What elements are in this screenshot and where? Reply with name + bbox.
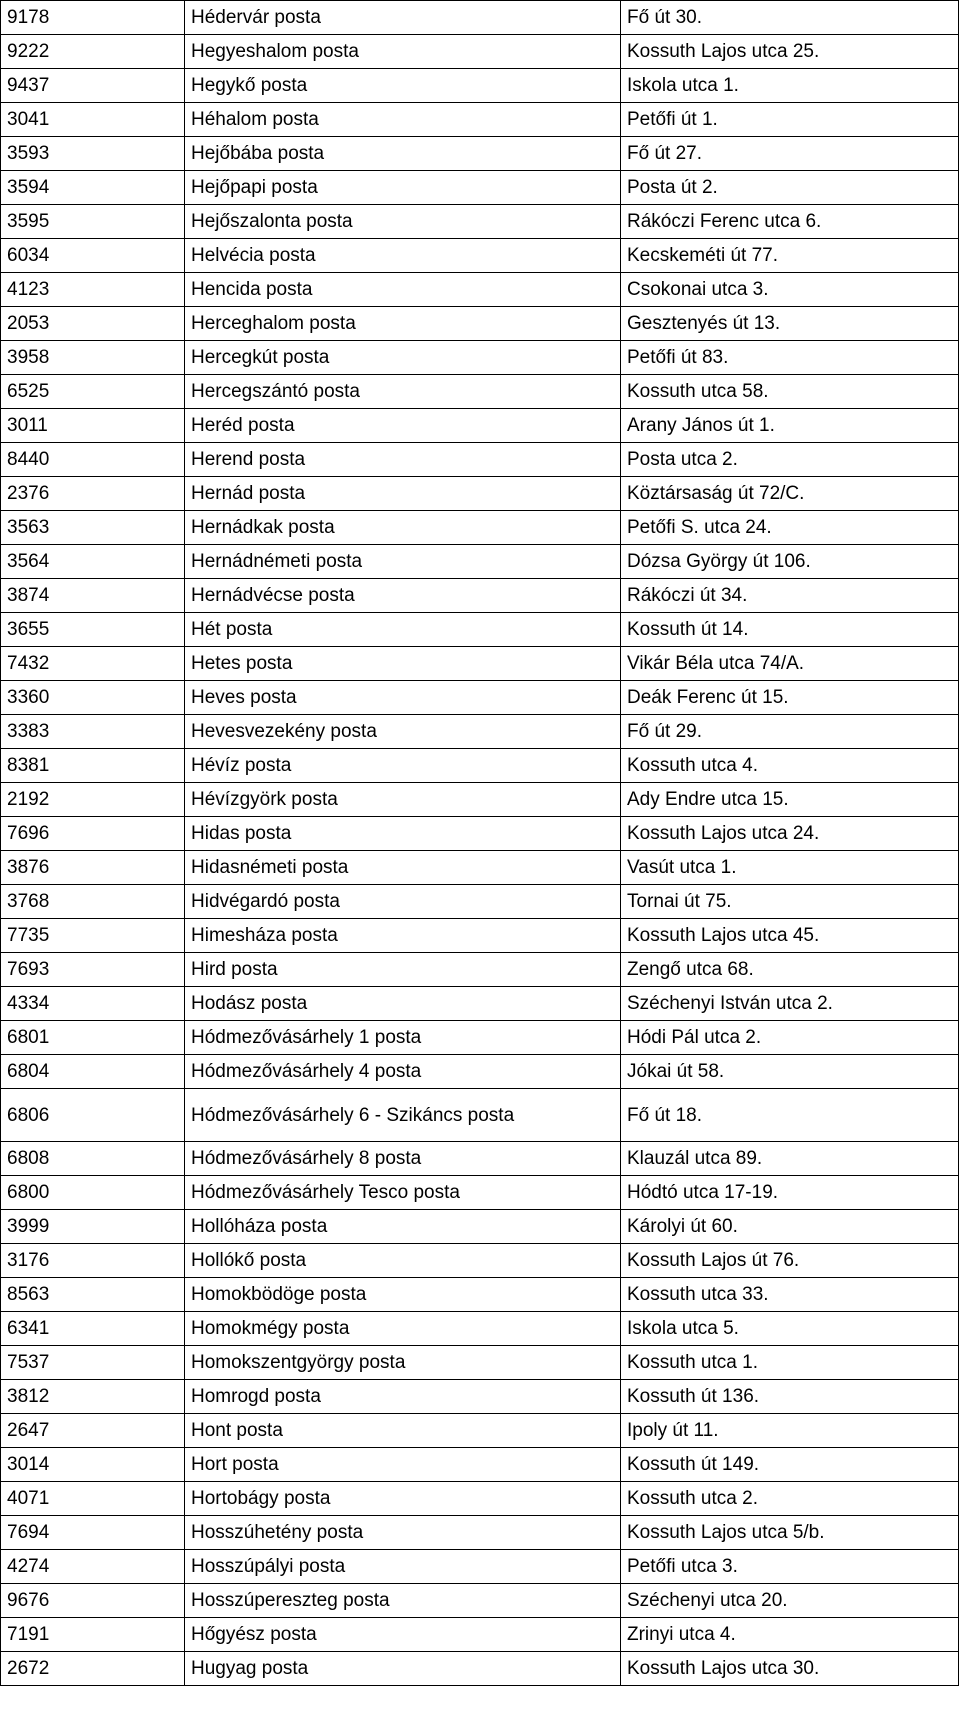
postal-code-cell: 7191 (1, 1618, 185, 1652)
table-row (1, 1652, 959, 1686)
table-row (1, 307, 959, 341)
address-cell: Vikár Béla utca 74/A. (621, 647, 959, 681)
table-row (1, 851, 959, 885)
table-row (1, 1142, 959, 1176)
address-cell: Iskola utca 1. (621, 69, 959, 103)
address-cell: Kossuth Lajos utca 25. (621, 35, 959, 69)
postal-code-cell: 7696 (1, 817, 185, 851)
post-office-name-cell: Hugyag posta (185, 1652, 621, 1686)
post-office-name-cell: Hercegkút posta (185, 341, 621, 375)
postal-code-cell: 6034 (1, 239, 185, 273)
post-office-name-cell: Hódmezővásárhely Tesco posta (185, 1176, 621, 1210)
postal-code-cell: 4123 (1, 273, 185, 307)
address-cell: Posta út 2. (621, 171, 959, 205)
post-office-name-cell: Hegyeshalom posta (185, 35, 621, 69)
postal-code-cell: 3874 (1, 579, 185, 613)
address-cell: Posta utca 2. (621, 443, 959, 477)
table-row (1, 35, 959, 69)
table-row (1, 1346, 959, 1380)
postal-code-cell: 6800 (1, 1176, 185, 1210)
address-cell: Hódtó utca 17-19. (621, 1176, 959, 1210)
table-row (1, 1244, 959, 1278)
postal-code-cell: 6806 (1, 1089, 185, 1142)
table-row (1, 443, 959, 477)
post-office-name-cell: Hortobágy posta (185, 1482, 621, 1516)
table-row (1, 1618, 959, 1652)
address-cell: Petőfi S. utca 24. (621, 511, 959, 545)
address-cell: Fő út 18. (621, 1089, 959, 1142)
post-office-name-cell: Hencida posta (185, 273, 621, 307)
post-office-name-cell: Hódmezővásárhely 6 - Szikáncs posta (185, 1089, 621, 1142)
postal-code-cell: 3383 (1, 715, 185, 749)
post-office-name-cell: Hetes posta (185, 647, 621, 681)
post-office-name-cell: Homokmégy posta (185, 1312, 621, 1346)
postal-code-cell: 4334 (1, 987, 185, 1021)
address-cell: Klauzál utca 89. (621, 1142, 959, 1176)
postal-code-cell: 9437 (1, 69, 185, 103)
post-office-name-cell: Hollóháza posta (185, 1210, 621, 1244)
address-cell: Arany János út 1. (621, 409, 959, 443)
address-cell: Rákóczi Ferenc utca 6. (621, 205, 959, 239)
post-office-name-cell: Hort posta (185, 1448, 621, 1482)
postal-code-cell: 7735 (1, 919, 185, 953)
postal-code-cell: 6808 (1, 1142, 185, 1176)
table-row (1, 103, 959, 137)
address-cell: Kossuth Lajos utca 24. (621, 817, 959, 851)
post-office-name-cell: Himesháza posta (185, 919, 621, 953)
post-office-table-body (1, 1, 959, 1686)
table-row (1, 477, 959, 511)
post-office-name-cell: Homokszentgyörgy posta (185, 1346, 621, 1380)
address-cell: Tornai út 75. (621, 885, 959, 919)
table-row (1, 987, 959, 1021)
post-office-name-cell: Heves posta (185, 681, 621, 715)
table-row (1, 1021, 959, 1055)
address-cell: Deák Ferenc út 15. (621, 681, 959, 715)
postal-code-cell: 8440 (1, 443, 185, 477)
address-cell: Ady Endre utca 15. (621, 783, 959, 817)
table-row (1, 1278, 959, 1312)
post-office-name-cell: Homrogd posta (185, 1380, 621, 1414)
address-cell: Kossuth út 14. (621, 613, 959, 647)
table-row (1, 69, 959, 103)
table-row (1, 681, 959, 715)
postal-code-cell: 3593 (1, 137, 185, 171)
address-cell: Kossuth út 149. (621, 1448, 959, 1482)
address-cell: Fő út 29. (621, 715, 959, 749)
post-office-name-cell: Hédervár posta (185, 1, 621, 35)
table-row (1, 715, 959, 749)
postal-code-cell: 9222 (1, 35, 185, 69)
post-office-name-cell: Herceghalom posta (185, 307, 621, 341)
table-row (1, 953, 959, 987)
postal-code-cell: 3014 (1, 1448, 185, 1482)
post-office-name-cell: Hodász posta (185, 987, 621, 1021)
address-cell: Petőfi út 83. (621, 341, 959, 375)
table-row (1, 1550, 959, 1584)
post-office-name-cell: Hejőszalonta posta (185, 205, 621, 239)
address-cell: Kossuth út 136. (621, 1380, 959, 1414)
table-row (1, 171, 959, 205)
postal-code-cell: 3563 (1, 511, 185, 545)
table-row (1, 1482, 959, 1516)
post-office-name-cell: Hercegszántó posta (185, 375, 621, 409)
address-cell: Kossuth Lajos út 76. (621, 1244, 959, 1278)
post-office-name-cell: Helvécia posta (185, 239, 621, 273)
address-cell: Kossuth utca 33. (621, 1278, 959, 1312)
post-office-name-cell: Hernád posta (185, 477, 621, 511)
post-office-name-cell: Hidasnémeti posta (185, 851, 621, 885)
table-row (1, 817, 959, 851)
post-office-name-cell: Hernádnémeti posta (185, 545, 621, 579)
address-cell: Kossuth utca 58. (621, 375, 959, 409)
table-row (1, 239, 959, 273)
address-cell: Kossuth Lajos utca 30. (621, 1652, 959, 1686)
postal-code-cell: 8381 (1, 749, 185, 783)
table-row (1, 613, 959, 647)
post-office-name-cell: Hevesvezekény posta (185, 715, 621, 749)
address-cell: Széchenyi István utca 2. (621, 987, 959, 1021)
address-cell: Jókai út 58. (621, 1055, 959, 1089)
address-cell: Dózsa György út 106. (621, 545, 959, 579)
table-row (1, 1448, 959, 1482)
table-row (1, 919, 959, 953)
table-row (1, 749, 959, 783)
table-row (1, 1089, 959, 1142)
address-cell: Fő út 30. (621, 1, 959, 35)
post-office-name-cell: Hernádvécse posta (185, 579, 621, 613)
postal-code-cell: 2376 (1, 477, 185, 511)
post-office-name-cell: Heréd posta (185, 409, 621, 443)
post-office-name-cell: Hegykő posta (185, 69, 621, 103)
post-office-name-cell: Hódmezővásárhely 8 posta (185, 1142, 621, 1176)
postal-code-cell: 2192 (1, 783, 185, 817)
postal-code-cell: 7537 (1, 1346, 185, 1380)
table-row (1, 1176, 959, 1210)
post-office-name-cell: Hont posta (185, 1414, 621, 1448)
postal-code-cell: 3011 (1, 409, 185, 443)
table-row (1, 545, 959, 579)
table-row (1, 1414, 959, 1448)
table-row (1, 783, 959, 817)
address-cell: Rákóczi út 34. (621, 579, 959, 613)
address-cell: Petőfi utca 3. (621, 1550, 959, 1584)
postal-code-cell: 3999 (1, 1210, 185, 1244)
address-cell: Iskola utca 5. (621, 1312, 959, 1346)
post-office-name-cell: Herend posta (185, 443, 621, 477)
address-cell: Ipoly út 11. (621, 1414, 959, 1448)
postal-code-cell: 9178 (1, 1, 185, 35)
address-cell: Kossuth utca 4. (621, 749, 959, 783)
address-cell: Károlyi út 60. (621, 1210, 959, 1244)
postal-code-cell: 7694 (1, 1516, 185, 1550)
table-row (1, 205, 959, 239)
post-office-name-cell: Hidas posta (185, 817, 621, 851)
address-cell: Fő út 27. (621, 137, 959, 171)
table-row (1, 1, 959, 35)
table-row (1, 137, 959, 171)
table-row (1, 511, 959, 545)
table-row (1, 1312, 959, 1346)
table-row (1, 579, 959, 613)
table-row (1, 341, 959, 375)
address-cell: Zengő utca 68. (621, 953, 959, 987)
post-office-name-cell: Hódmezővásárhely 4 posta (185, 1055, 621, 1089)
address-cell: Petőfi út 1. (621, 103, 959, 137)
post-office-name-cell: Héhalom posta (185, 103, 621, 137)
postal-code-cell: 3595 (1, 205, 185, 239)
address-cell: Hódi Pál utca 2. (621, 1021, 959, 1055)
postal-code-cell: 8563 (1, 1278, 185, 1312)
post-office-name-cell: Hosszúpereszteg posta (185, 1584, 621, 1618)
post-office-name-cell: Hejőbába posta (185, 137, 621, 171)
postal-code-cell: 9676 (1, 1584, 185, 1618)
postal-code-cell: 3176 (1, 1244, 185, 1278)
postal-code-cell: 6804 (1, 1055, 185, 1089)
table-row (1, 409, 959, 443)
post-office-name-cell: Hidvégardó posta (185, 885, 621, 919)
postal-code-cell: 4071 (1, 1482, 185, 1516)
postal-code-cell: 4274 (1, 1550, 185, 1584)
address-cell: Kecskeméti út 77. (621, 239, 959, 273)
postal-code-cell: 2672 (1, 1652, 185, 1686)
postal-code-cell: 6525 (1, 375, 185, 409)
postal-code-cell: 3655 (1, 613, 185, 647)
address-cell: Kossuth Lajos utca 5/b. (621, 1516, 959, 1550)
postal-code-cell: 3812 (1, 1380, 185, 1414)
table-row (1, 1055, 959, 1089)
post-office-name-cell: Hejőpapi posta (185, 171, 621, 205)
postal-code-cell: 3768 (1, 885, 185, 919)
table-row (1, 1584, 959, 1618)
table-row (1, 375, 959, 409)
postal-code-cell: 3958 (1, 341, 185, 375)
post-office-name-cell: Hird posta (185, 953, 621, 987)
table-row (1, 885, 959, 919)
address-cell: Kossuth Lajos utca 45. (621, 919, 959, 953)
address-cell: Csokonai utca 3. (621, 273, 959, 307)
post-office-name-cell: Hévízgyörk posta (185, 783, 621, 817)
address-cell: Széchenyi utca 20. (621, 1584, 959, 1618)
address-cell: Zrinyi utca 4. (621, 1618, 959, 1652)
post-office-name-cell: Hollókő posta (185, 1244, 621, 1278)
post-office-name-cell: Hernádkak posta (185, 511, 621, 545)
postal-code-cell: 3876 (1, 851, 185, 885)
post-office-name-cell: Hosszúhetény posta (185, 1516, 621, 1550)
postal-code-cell: 7432 (1, 647, 185, 681)
post-office-name-cell: Hévíz posta (185, 749, 621, 783)
postal-code-cell: 3360 (1, 681, 185, 715)
postal-code-cell: 3564 (1, 545, 185, 579)
table-row (1, 1516, 959, 1550)
postal-code-cell: 7693 (1, 953, 185, 987)
post-office-name-cell: Hódmezővásárhely 1 posta (185, 1021, 621, 1055)
postal-code-cell: 2647 (1, 1414, 185, 1448)
postal-code-cell: 6801 (1, 1021, 185, 1055)
address-cell: Kossuth utca 1. (621, 1346, 959, 1380)
post-office-name-cell: Hőgyész posta (185, 1618, 621, 1652)
postal-code-cell: 6341 (1, 1312, 185, 1346)
table-row (1, 1210, 959, 1244)
postal-code-cell: 2053 (1, 307, 185, 341)
address-cell: Gesztenyés út 13. (621, 307, 959, 341)
post-office-name-cell: Homokbödöge posta (185, 1278, 621, 1312)
table-row (1, 273, 959, 307)
postal-code-cell: 3041 (1, 103, 185, 137)
table-row (1, 1380, 959, 1414)
post-office-name-cell: Hosszúpályi posta (185, 1550, 621, 1584)
table-row (1, 647, 959, 681)
address-cell: Vasút utca 1. (621, 851, 959, 885)
address-cell: Köztársaság út 72/C. (621, 477, 959, 511)
post-office-name-cell: Hét posta (185, 613, 621, 647)
address-cell: Kossuth utca 2. (621, 1482, 959, 1516)
postal-code-cell: 3594 (1, 171, 185, 205)
